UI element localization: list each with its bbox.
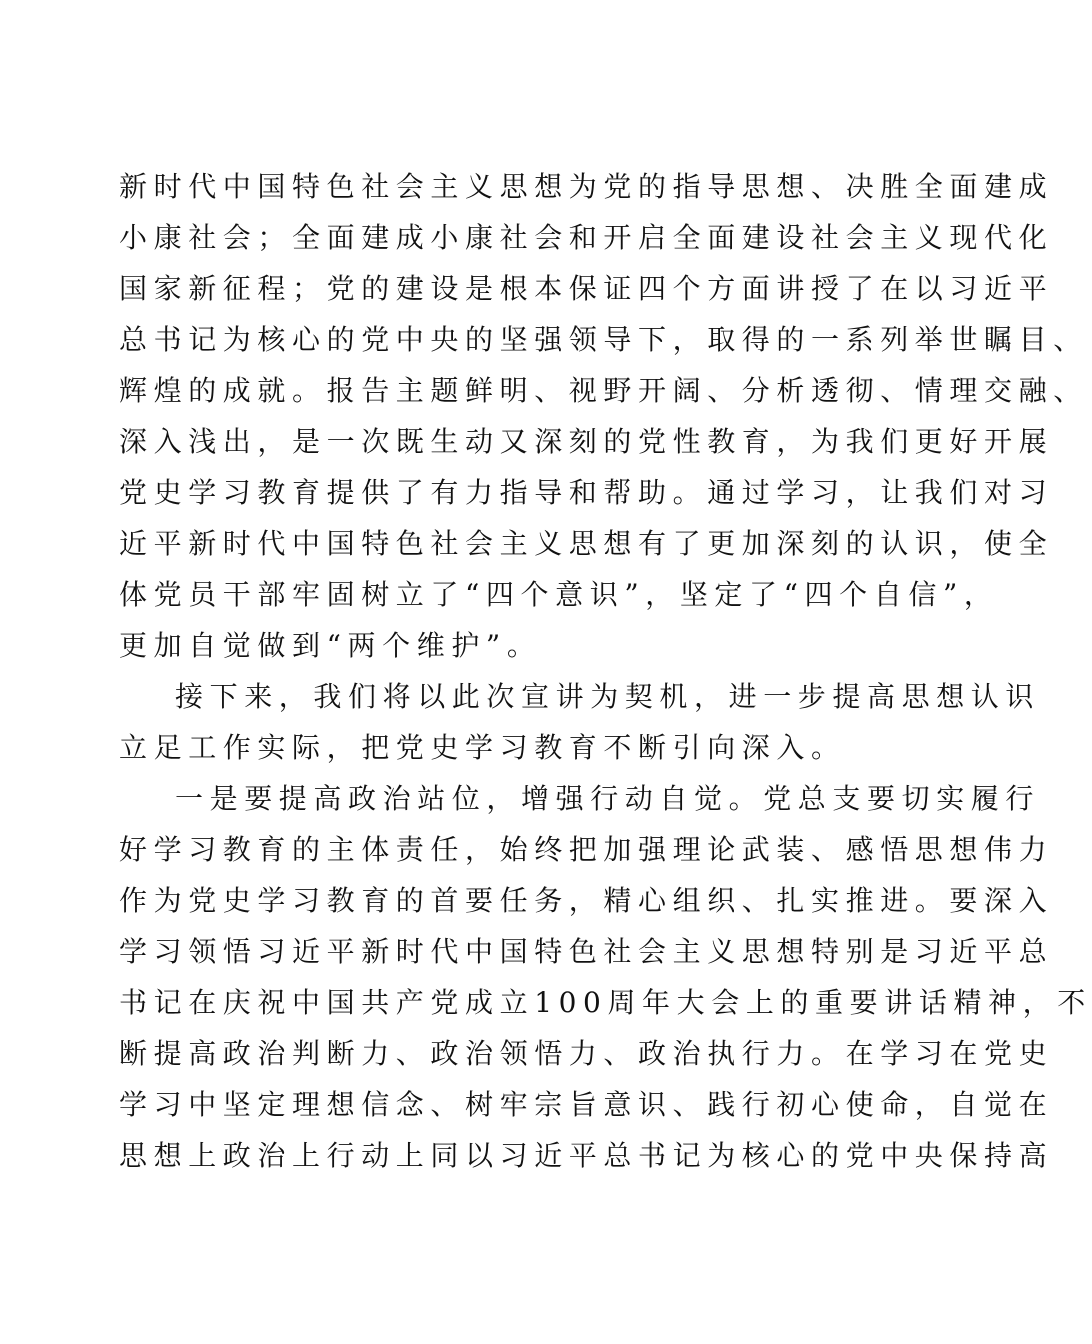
text-line: 国家新征程；党的建设是根本保证四个方面讲授了在以习近平	[119, 272, 1054, 305]
text-line: 作为党史学习教育的首要任务，精心组织、扎实推进。要深入	[119, 884, 1054, 917]
text-line: 辉煌的成就。报告主题鲜明、视野开阔、分析透彻、情理交融、	[119, 374, 1088, 407]
text-line: 深入浅出，是一次既生动又深刻的党性教育，为我们更好开展	[119, 425, 1054, 458]
paragraph-first-line: 接下来，我们将以此次宣讲为契机，进一步提高思想认识	[175, 680, 1041, 713]
text-line: 断提高政治判断力、政治领悟力、政治执行力。在学习在党史	[119, 1037, 1054, 1070]
text-line: 学习领悟习近平新时代中国特色社会主义思想特别是习近平总	[119, 935, 1054, 968]
text-line: 书记在庆祝中国共产党成立100周年大会上的重要讲话精神，不	[119, 986, 1092, 1019]
text-line: 总书记为核心的党中央的坚强领导下，取得的一系列举世瞩目、	[119, 323, 1088, 356]
text-line: 更加自觉做到“两个维护”。	[119, 629, 542, 662]
text-line: 新时代中国特色社会主义思想为党的指导思想、决胜全面建成	[119, 170, 1054, 203]
paragraph-first-line: 一是要提高政治站位，增强行动自觉。党总支要切实履行	[175, 782, 1041, 815]
text-line: 体党员干部牢固树立了“四个意识”，坚定了“四个自信”，	[119, 578, 999, 611]
text-line: 学习中坚定理想信念、树牢宗旨意识、践行初心使命，自觉在	[119, 1088, 1054, 1121]
text-line: 好学习教育的主体责任，始终把加强理论武装、感悟思想伟力	[119, 833, 1054, 866]
text-line: 思想上政治上行动上同以习近平总书记为核心的党中央保持高	[119, 1139, 1054, 1172]
text-line: 近平新时代中国特色社会主义思想有了更加深刻的认识，使全	[119, 527, 1054, 560]
text-line: 立足工作实际，把党史学习教育不断引向深入。	[119, 731, 846, 764]
text-line: 小康社会；全面建成小康社会和开启全面建设社会主义现代化	[119, 221, 1054, 254]
text-line: 党史学习教育提供了有力指导和帮助。通过学习，让我们对习	[119, 476, 1054, 509]
